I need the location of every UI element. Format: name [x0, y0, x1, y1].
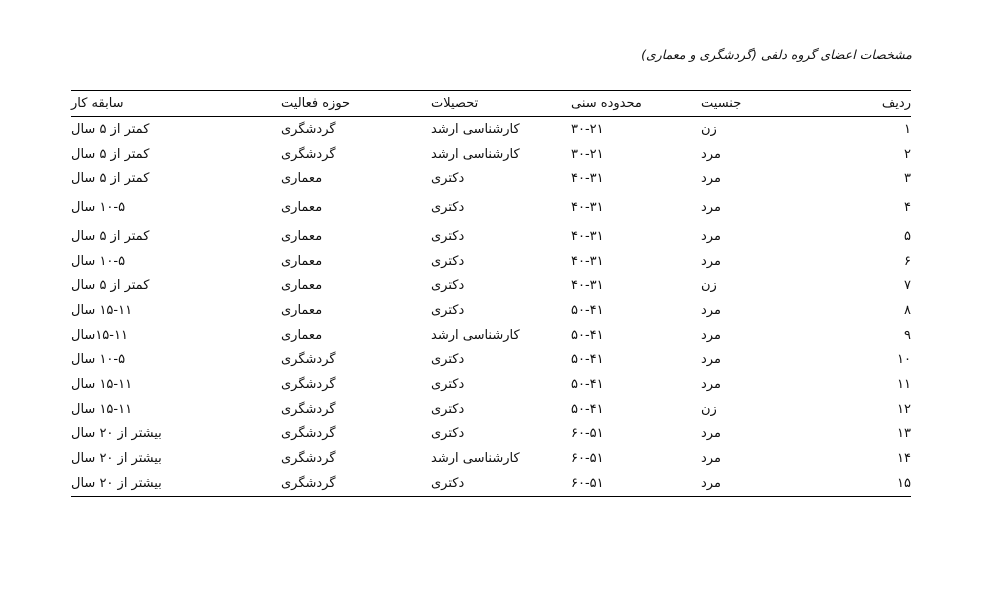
cell-education: دکتری [431, 475, 465, 491]
cell-age-range: ۴۰-۳۱ [571, 278, 604, 294]
cell-field: معماری [281, 228, 323, 244]
cell-education: دکتری [431, 278, 465, 294]
cell-index: ۱۵ [897, 475, 911, 491]
cell-age-range: ۴۰-۳۱ [571, 171, 604, 187]
cell-index: ۴ [904, 200, 911, 216]
table-row [71, 323, 911, 348]
table-row [71, 166, 911, 191]
cell-experience: ۱۰-۵ سال [71, 352, 126, 368]
table-row [71, 273, 911, 298]
cell-age-range: ۶۰-۵۱ [571, 426, 604, 442]
table-header [71, 91, 911, 117]
cell-age-range: ۵۰-۴۱ [571, 302, 604, 318]
cell-field: معماری [281, 200, 323, 216]
cell-field: معماری [281, 253, 323, 269]
cell-field: گردشگری [281, 426, 336, 442]
cell-experience: ۱۵-۱۱ سال [71, 377, 133, 393]
cell-experience: ۱۵-۱۱ سال [71, 302, 133, 318]
cell-education: دکتری [431, 302, 465, 318]
header-field: حوزه فعالیت [281, 96, 351, 111]
cell-index: ۵ [904, 228, 911, 244]
cell-age-range: ۵۰-۴۱ [571, 327, 604, 343]
cell-experience: ۱۵-۱۱ سال [71, 401, 133, 417]
cell-experience: بیشتر از ۲۰ سال [71, 426, 162, 442]
header-experience: سابقه کار [71, 96, 124, 111]
cell-field: گردشگری [281, 401, 336, 417]
header-age-range: محدوده سنی [571, 96, 642, 111]
table-row [71, 397, 911, 422]
table-row [71, 249, 911, 274]
table-row [71, 348, 911, 373]
cell-experience: کمتر از ۵ سال [71, 278, 150, 294]
cell-field: معماری [281, 327, 323, 343]
cell-field: معماری [281, 278, 323, 294]
cell-gender: مرد [701, 171, 721, 187]
cell-age-range: ۵۰-۴۱ [571, 377, 604, 393]
cell-gender: مرد [701, 327, 721, 343]
cell-age-range: ۴۰-۳۱ [571, 228, 604, 244]
delphi-members-table [71, 90, 911, 497]
cell-age-range: ۶۰-۵۱ [571, 451, 604, 467]
cell-age-range: ۳۰-۲۱ [571, 146, 604, 162]
cell-age-range: ۴۰-۳۱ [571, 200, 604, 216]
cell-index: ۷ [904, 278, 911, 294]
cell-index: ۱۳ [897, 426, 911, 442]
cell-education: دکتری [431, 200, 465, 216]
cell-age-range: ۴۰-۳۱ [571, 253, 604, 269]
cell-index: ۶ [904, 253, 911, 269]
header-education: تحصیلات [431, 96, 479, 111]
cell-age-range: ۶۰-۵۱ [571, 475, 604, 491]
cell-age-range: ۵۰-۴۱ [571, 401, 604, 417]
cell-field: گردشگری [281, 377, 336, 393]
cell-index: ۱۰ [897, 352, 911, 368]
table-caption: مشخصات اعضای گروه دلفی (گردشگری و معماری) [641, 47, 912, 62]
cell-gender: مرد [701, 302, 721, 318]
cell-education: دکتری [431, 228, 465, 244]
cell-index: ۱۴ [897, 451, 911, 467]
cell-education: دکتری [431, 377, 465, 393]
cell-field: معماری [281, 302, 323, 318]
header-index: ردیف [881, 96, 911, 111]
cell-experience: کمتر از ۵ سال [71, 228, 150, 244]
cell-education: دکتری [431, 253, 465, 269]
cell-gender: مرد [701, 200, 721, 216]
cell-education: کارشناسی ارشد [431, 451, 520, 467]
table-row [71, 142, 911, 167]
cell-experience: کمتر از ۵ سال [71, 121, 150, 137]
cell-education: دکتری [431, 401, 465, 417]
table-row [71, 471, 911, 496]
cell-gender: مرد [701, 426, 721, 442]
cell-index: ۳ [904, 171, 911, 187]
cell-experience: بیشتر از ۲۰ سال [71, 475, 162, 491]
cell-age-range: ۳۰-۲۱ [571, 121, 604, 137]
cell-index: ۸ [904, 302, 911, 318]
cell-gender: مرد [701, 228, 721, 244]
table-row [71, 422, 911, 447]
table-row [71, 446, 911, 471]
cell-experience: کمتر از ۵ سال [71, 146, 150, 162]
table-body [71, 117, 911, 497]
cell-education: دکتری [431, 352, 465, 368]
header-row [71, 91, 911, 117]
cell-experience: ۱۰-۵ سال [71, 200, 126, 216]
cell-gender: مرد [701, 451, 721, 467]
cell-experience: ۱۵-۱۱سال [71, 327, 128, 343]
cell-experience: ۱۰-۵ سال [71, 253, 126, 269]
cell-gender: زن [701, 278, 717, 294]
cell-field: گردشگری [281, 146, 336, 162]
cell-field: گردشگری [281, 475, 336, 491]
cell-education: دکتری [431, 426, 465, 442]
cell-experience: کمتر از ۵ سال [71, 171, 150, 187]
header-gender: جنسیت [701, 96, 742, 111]
cell-gender: زن [701, 401, 717, 417]
cell-gender: زن [701, 121, 717, 137]
cell-gender: مرد [701, 146, 721, 162]
table-row [71, 191, 911, 224]
cell-education: دکتری [431, 171, 465, 187]
cell-field: گردشگری [281, 121, 336, 137]
cell-index: ۱۱ [897, 377, 911, 393]
cell-field: گردشگری [281, 352, 336, 368]
cell-index: ۲ [904, 146, 911, 162]
cell-education: کارشناسی ارشد [431, 121, 520, 137]
table-row [71, 224, 911, 249]
cell-gender: مرد [701, 475, 721, 491]
table-row [71, 372, 911, 397]
cell-gender: مرد [701, 352, 721, 368]
cell-index: ۹ [904, 327, 911, 343]
table-row [71, 117, 911, 142]
cell-education: کارشناسی ارشد [431, 146, 520, 162]
cell-gender: مرد [701, 377, 721, 393]
cell-age-range: ۵۰-۴۱ [571, 352, 604, 368]
cell-field: گردشگری [281, 451, 336, 467]
cell-field: معماری [281, 171, 323, 187]
cell-experience: بیشتر از ۲۰ سال [71, 451, 162, 467]
cell-index: ۱۲ [897, 401, 911, 417]
cell-gender: مرد [701, 253, 721, 269]
table-row [71, 298, 911, 323]
cell-index: ۱ [904, 121, 911, 137]
cell-education: کارشناسی ارشد [431, 327, 520, 343]
